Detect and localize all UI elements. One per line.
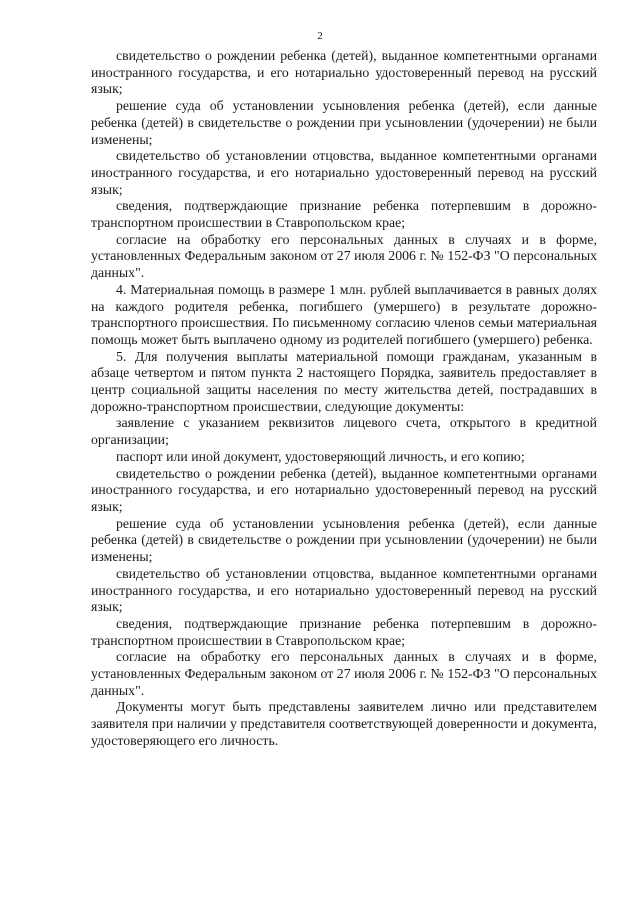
- paragraph-personal-data-consent: согласие на обработку его персональных данных в случаях и в форме, установленных Федеральным законом от 27 июля 2006 г. № 152-ФЗ "О персональных данных".: [91, 231, 597, 281]
- paragraph-documents-submission: Документы могут быть представлены заявителем лично или представителем заявителя при наличии у представителя соответствующей доверенности и документа, удостоверяющего его личность.: [91, 699, 597, 748]
- paragraph-item-4: 4. Материальная помощь в размере 1 млн. рублей выплачивается в равных долях на каждого родителя ребенка, погибшего (умершего) в результате дорожно-транспортного происшествия. По письменному согласию членов семьи материальная помощь может быть выплачено одному из родителей погибшего (умершего) ребенка.: [91, 281, 597, 347]
- paragraph-personal-data-consent-2: согласие на обработку его персональных данных в случаях и в форме, установленных Федеральным законом от 27 июля 2006 г. № 152-ФЗ "О персональных данных".: [91, 649, 597, 698]
- paragraph-victim-recognition-2: сведения, подтверждающие признание ребенка потерпевшим в дорожно-транспортном происшествии в Ставропольском крае;: [91, 615, 597, 648]
- paragraph-application: заявление с указанием реквизитов лицевого счета, открытого в кредитной организации;: [91, 415, 597, 448]
- paragraph-passport: паспорт или иной документ, удостоверяющий личность, и его копию;: [116, 448, 525, 464]
- paragraph-birth-certificate-2: свидетельство о рождении ребенка (детей), выданное компетентными органами иностранного государства, и его нотариально удостоверенный перевод на русский язык;: [91, 465, 597, 514]
- document-body: [91, 48, 597, 750]
- paragraph-adoption-decision: решение суда об установлении усыновления ребенка (детей), если данные ребенка (детей) в свидетельстве о рождении при усыновлении (удочерении) не были изменены;: [91, 98, 597, 147]
- paragraph-paternity-certificate-2: свидетельство об установлении отцовства, выданное компетентными органами иностранного государства, и его нотариально удостоверенный перевод на русский язык;: [91, 565, 597, 615]
- paragraph-adoption-decision-2: решение суда об установлении усыновления ребенка (детей), если данные ребенка (детей) в свидетельстве о рождении при усыновлении (удочерении) не были изменены;: [91, 515, 597, 565]
- paragraph-item-5: 5. Для получения выплаты материальной помощи гражданам, указанным в абзаце четвертом и пятом пункта 2 настоящего Порядка, заявитель предоставляет в центр социальной защиты населения по месту жительства детей, пострадавших в дорожно-транспортном происшествии, следующие документы:: [91, 348, 597, 414]
- paragraph-birth-certificate: свидетельство о рождении ребенка (детей), выданное компетентными органами иностранного государства, и его нотариально удостоверенный перевод на русский язык;: [91, 48, 597, 97]
- page-number: 2: [317, 30, 323, 42]
- paragraph-victim-recognition: сведения, подтверждающие признание ребенка потерпевшим в дорожно-транспортном происшествии в Ставропольском крае;: [91, 198, 597, 231]
- paragraph-paternity-certificate: свидетельство об установлении отцовства, выданное компетентными органами иностранного государства, и его нотариально удостоверенный перевод на русский язык;: [91, 148, 597, 197]
